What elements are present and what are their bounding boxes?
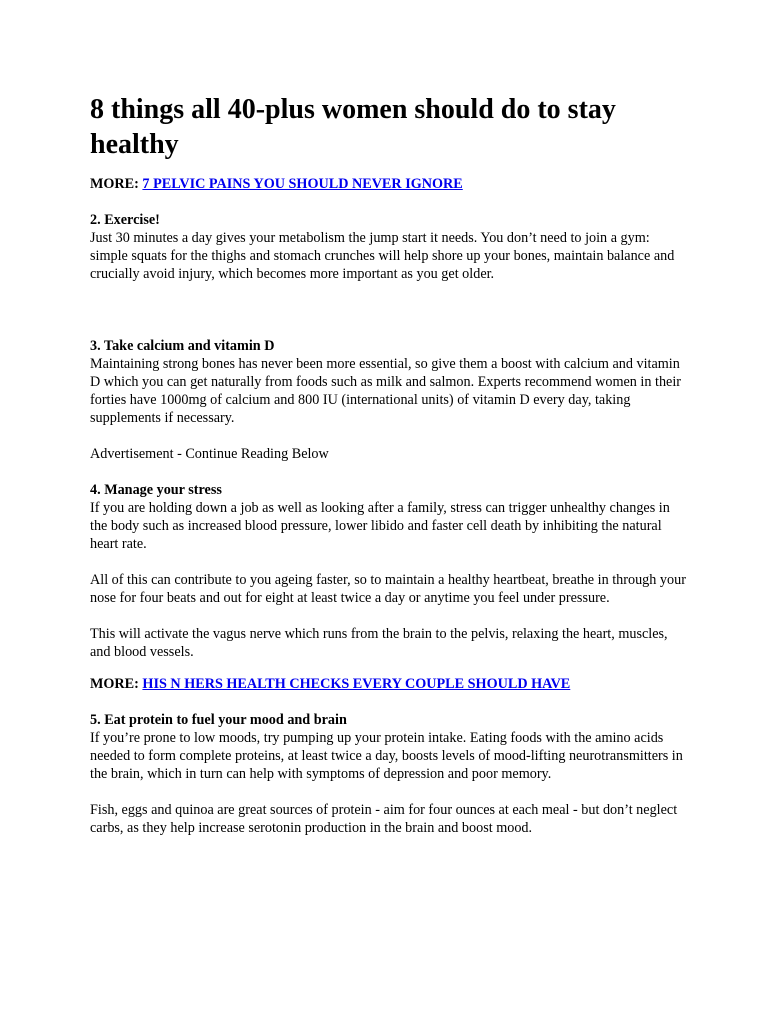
section-heading: 4. Manage your stress xyxy=(90,482,222,498)
more-link-row-2 xyxy=(90,675,690,693)
section-heading: 5. Eat protein to fuel your mood and brain xyxy=(90,712,347,728)
health-checks-link[interactable]: HIS N HERS HEALTH CHECKS EVERY COUPLE SHOULD HAVE xyxy=(142,676,571,692)
section-heading: 2. Exercise! xyxy=(90,212,160,228)
section-protein xyxy=(90,711,690,837)
section-calcium xyxy=(90,337,690,463)
section-body: This will activate the vagus nerve which runs from the brain to the pelvis, relaxing the heart, muscles, and blood vessels. xyxy=(90,626,668,660)
section-body: Fish, eggs and quinoa are great sources of protein - aim for four ounces at each meal - but don’t neglect carbs, as they help increase serotonin production in the brain and boost mood. xyxy=(90,802,678,836)
section-body: If you are holding down a job as well as looking after a family, stress can trigger unhealthy changes in the body such as increased blood pressure, lower libido and faster cell death by inhibiting the natural heart rate. xyxy=(90,500,670,552)
article-title: 8 things all 40-plus women should do to stay healthy xyxy=(90,94,616,160)
section-stress xyxy=(90,481,690,661)
more-link-row-1 xyxy=(90,175,690,193)
article xyxy=(90,92,690,837)
pelvic-pains-link[interactable]: 7 PELVIC PAINS YOU SHOULD NEVER IGNORE xyxy=(142,176,463,192)
advertisement-note: Advertisement - Continue Reading Below xyxy=(90,446,329,462)
section-body: Maintaining strong bones has never been more essential, so give them a boost with calcium and vitamin D which you can get naturally from foods such as milk and salmon. Experts recommend women in their forties have 1000mg of calcium and 800 IU (international units) of vitamin D every day, taking supplements if necessary. xyxy=(90,356,682,426)
section-body: Just 30 minutes a day gives your metabolism the jump start it needs. You don’t need to join a gym: simple squats for the thighs and stomach crunches will help shore up your bones, maintain balance and crucially avoid injury, which becomes more important as you get older. xyxy=(90,230,675,282)
more-label: MORE: xyxy=(90,176,139,192)
section-body: All of this can contribute to you ageing faster, so to maintain a healthy heartbeat, breathe in through your nose for four beats and out for eight at least twice a day or anytime you feel under pressure. xyxy=(90,572,686,606)
section-body: If you’re prone to low moods, try pumping up your protein intake. Eating foods with the amino acids needed to form complete proteins, at least twice a day, boosts levels of mood-lifting neurotransmitters in the brain, which in turn can help with symptoms of depression and poor memory. xyxy=(90,730,683,782)
section-exercise xyxy=(90,211,690,283)
more-label: MORE: xyxy=(90,676,139,692)
section-heading: 3. Take calcium and vitamin D xyxy=(90,338,275,354)
